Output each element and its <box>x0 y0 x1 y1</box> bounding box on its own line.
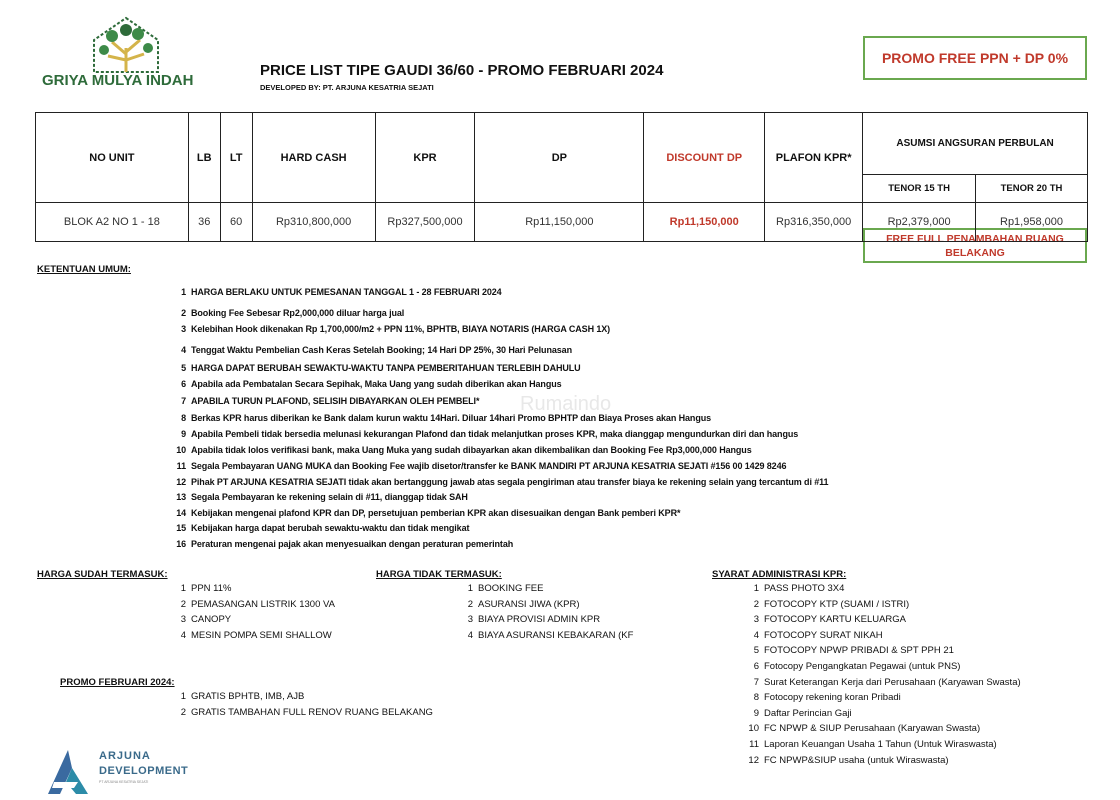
arjuna-logo-line2: DEVELOPMENT <box>99 765 189 777</box>
list-item-text: FOTOCOPY SURAT NIKAH <box>764 629 883 641</box>
header-tenor-20: TENOR 20 TH <box>976 175 1088 203</box>
list-item-text: PPN 11% <box>191 583 232 594</box>
list-item <box>172 599 335 610</box>
cell-lt: 60 <box>220 203 252 242</box>
list-item-number: 2 <box>180 598 186 610</box>
list-item-text: ASURANSI JIWA (KPR) <box>478 598 580 610</box>
list-item <box>745 645 954 656</box>
cell-plafon: Rp316,350,000 <box>765 203 863 242</box>
list-item-text: HARGA BERLAKU UNTUK PEMESANAN TANGGAL 1 - 28 FEBRUARI 2024 <box>191 287 502 297</box>
page-subtitle: DEVELOPED BY: PT. ARJUNA KESATRIA SEJATI <box>260 83 434 92</box>
list-item-number: 5 <box>753 645 759 657</box>
list-item-text: Segala Pembayaran UANG MUKA dan Booking Fee wajib disetor/transfer ke BANK MANDIRI PT ARJUNA KESATRIA SEJATI #156 00 1429 8246 <box>191 461 787 471</box>
list-item-number: 12 <box>748 754 759 766</box>
list-item-number: 2 <box>181 308 186 318</box>
arjuna-logo-icon <box>44 748 92 796</box>
page-title: PRICE LIST TIPE GAUDI 36/60 - PROMO FEBRUARI 2024 <box>260 62 664 79</box>
list-item-text: Apabila Pembeli tidak bersedia melunasi kekurangan Plafond dan tidak melanjutkan proses KPR, maka dianggap mengundurkan diri dan hangus <box>191 429 799 439</box>
list-item-number: 10 <box>176 445 186 455</box>
list-item <box>745 708 852 719</box>
list-item <box>172 308 404 318</box>
list-item <box>745 599 909 610</box>
list-item-text: APABILA TURUN PLAFOND, SELISIH DIBAYARKAN OLEH PEMBELI* <box>191 396 480 406</box>
header-angsuran: ASUMSI ANGSURAN PERBULAN <box>863 113 1088 175</box>
list-item-text: Kebijakan harga dapat berubah sewaktu-waktu dan tidak mengikat <box>191 523 470 533</box>
list-item-text: BIAYA PROVISI ADMIN KPR <box>478 614 601 625</box>
list-item-text: Surat Keterangan Kerja dari Perusahaan (Karyawan Swasta) <box>764 676 1021 688</box>
list-item <box>745 723 980 734</box>
table-row <box>36 203 1088 242</box>
list-item-text: HARGA DAPAT BERUBAH SEWAKTU-WAKTU TANPA PEMBERITAHUAN TERLEBIH DAHULU <box>191 363 581 373</box>
list-item <box>172 707 433 718</box>
list-item-text: Tenggat Waktu Pembelian Cash Keras Setelah Booking; 14 Hari DP 25%, 30 Hari Pelunasan <box>191 345 572 355</box>
promo-badge-2: FREE FULL PENAMBAHAN RUANG BELAKANG <box>863 228 1087 263</box>
list-item-number: 11 <box>176 461 186 471</box>
list-item <box>172 539 513 549</box>
list-item <box>172 287 502 297</box>
list-item-text: BIAYA ASURANSI KEBAKARAN (KF <box>478 629 634 641</box>
list-item <box>745 630 883 641</box>
list-item <box>172 324 610 334</box>
list-item-number: 10 <box>748 723 759 735</box>
list-item-number: 2 <box>753 598 759 610</box>
list-item-text: Apabila tidak lolos verifikasi bank, maka Uang Muka yang sudah dibayarkan akan dikembalikan dan Booking Fee Rp3,000,000 Hangus <box>191 445 752 455</box>
list-item-number: 15 <box>176 523 186 533</box>
list-item-number: 5 <box>181 363 186 373</box>
list-item-number: 4 <box>753 629 759 641</box>
list-item-number: 2 <box>467 598 473 610</box>
header-plafon: PLAFON KPR* <box>765 113 863 203</box>
list-item-number: 3 <box>753 614 759 626</box>
list-item-number: 4 <box>181 345 186 355</box>
list-item-number: 8 <box>753 692 759 704</box>
list-item <box>745 692 901 703</box>
list-item-text: PASS PHOTO 3X4 <box>764 583 845 594</box>
syarat-heading: SYARAT ADMINISTRASI KPR: <box>712 569 847 580</box>
header-no-unit: NO UNIT <box>36 113 189 203</box>
list-item <box>172 445 752 455</box>
cell-kpr: Rp327,500,000 <box>375 203 475 242</box>
promo-badge: PROMO FREE PPN + DP 0% <box>863 36 1087 80</box>
list-item <box>172 492 468 502</box>
list-item-number: 16 <box>176 539 186 549</box>
watermark: Rumaindo <box>520 393 612 415</box>
list-item-number: 2 <box>180 707 186 718</box>
list-item <box>459 599 580 610</box>
list-item-number: 1 <box>467 583 473 594</box>
list-item-text: Apabila ada Pembatalan Secara Sepihak, Maka Uang yang sudah diberikan akan Hangus <box>191 379 562 389</box>
list-item <box>172 630 332 641</box>
list-item <box>172 691 304 702</box>
tree-logo-icon <box>88 14 164 76</box>
list-item-text: Berkas KPR harus diberikan ke Bank dalam kurun waktu 14Hari. Diluar 14hari Promo BPHTP dan Biaya Proses akan Hangus <box>191 413 712 423</box>
list-item-number: 8 <box>181 413 186 423</box>
list-item-number: 1 <box>181 287 186 297</box>
list-item-text: Kebijakan mengenai plafond KPR dan DP, persetujuan pemberian KPR akan disesuaikan dengan Bank pemberi KPR* <box>191 508 681 518</box>
header-discount-dp: DISCOUNT DP <box>644 113 765 203</box>
list-item <box>745 614 906 625</box>
list-item <box>172 396 479 406</box>
list-item-number: 7 <box>181 396 186 406</box>
list-item-text: CANOPY <box>191 614 232 625</box>
list-item-text: GRATIS BPHTB, IMB, AJB <box>191 691 305 702</box>
tidak-termasuk-heading: HARGA TIDAK TERMASUK: <box>376 569 502 580</box>
list-item-text: FOTOCOPY KARTU KELUARGA <box>764 614 907 626</box>
termasuk-heading: HARGA SUDAH TERMASUK: <box>37 569 168 580</box>
list-item <box>745 677 1021 688</box>
list-item-number: 9 <box>181 429 186 439</box>
list-item <box>172 363 581 373</box>
list-item-number: 7 <box>753 676 759 688</box>
list-item-number: 11 <box>749 739 759 750</box>
list-item <box>745 583 844 594</box>
list-item-number: 12 <box>176 477 186 487</box>
cell-discount-dp: Rp11,150,000 <box>644 203 765 242</box>
list-item-number: 4 <box>180 629 186 641</box>
header-lt: LT <box>220 113 252 203</box>
list-item-number: 3 <box>181 324 186 334</box>
list-item-text: Segala Pembayaran ke rekening selain di #11, dianggap tidak SAH <box>191 492 468 502</box>
header-lb: LB <box>188 113 220 203</box>
list-item-text: GRATIS TAMBAHAN FULL RENOV RUANG BELAKANG <box>191 707 433 718</box>
cell-tenor-20: Rp1,958,000 <box>976 203 1088 242</box>
list-item <box>172 429 798 439</box>
cell-dp: Rp11,150,000 <box>475 203 644 242</box>
list-item <box>459 583 543 594</box>
list-item-number: 9 <box>753 707 759 719</box>
list-item <box>172 523 469 533</box>
list-item-number: 4 <box>467 629 473 641</box>
list-item <box>172 345 572 355</box>
arjuna-logo-line1: ARJUNA <box>99 750 151 762</box>
list-item-number: 3 <box>180 614 186 625</box>
cell-hard-cash: Rp310,800,000 <box>252 203 375 242</box>
list-item-number: 1 <box>753 583 759 594</box>
list-item <box>745 755 949 766</box>
list-item <box>172 379 562 389</box>
cell-tenor-15: Rp2,379,000 <box>863 203 976 242</box>
logo-text: GRIYA MULYA INDAH <box>42 72 194 89</box>
list-item-text: FC NPWP&SIUP usaha (untuk Wiraswasta) <box>764 754 949 766</box>
list-item-number: 6 <box>181 379 186 389</box>
list-item-number: 1 <box>180 691 186 702</box>
list-item-text: Fotocopy Pengangkatan Pegawai (untuk PNS) <box>764 661 961 672</box>
list-item <box>459 614 600 625</box>
list-item-text: PEMASANGAN LISTRIK 1300 VA <box>191 598 335 610</box>
list-item-text: FOTOCOPY NPWP PRIBADI & SPT PPH 21 <box>764 645 954 657</box>
arjuna-logo-tagline: PT ARJUNA KESATRIA SEJATI <box>99 780 149 784</box>
header-kpr: KPR <box>375 113 475 203</box>
list-item-text: BOOKING FEE <box>478 583 544 594</box>
header-tenor-15: TENOR 15 TH <box>863 175 976 203</box>
list-item-text: Kelebihan Hook dikenakan Rp 1,700,000/m2 + PPN 11%, BPHTB, BIAYA NOTARIS (HARGA CASH 1X) <box>191 324 611 334</box>
list-item <box>172 477 828 487</box>
list-item-number: 3 <box>467 614 473 625</box>
list-item-number: 14 <box>176 508 186 518</box>
price-table <box>35 112 1088 242</box>
list-item <box>172 461 786 471</box>
list-item-text: FC NPWP & SIUP Perusahaan (Karyawan Swasta) <box>764 723 981 735</box>
list-item-number: 1 <box>180 583 186 594</box>
ketentuan-heading: KETENTUAN UMUM: <box>37 264 131 275</box>
list-item-text: Pihak PT ARJUNA KESATRIA SEJATI tidak akan bertanggung jawab atas segala pengiriman atau transfer biaya ke rekening selain yang tercantum di #11 <box>191 477 829 487</box>
list-item-text: Peraturan mengenai pajak akan menyesuaikan dengan peraturan pemerintah <box>191 539 514 549</box>
list-item-text: Fotocopy rekening koran Pribadi <box>764 692 901 704</box>
list-item-text: Laporan Keuangan Usaha 1 Tahun (Untuk Wiraswasta) <box>764 739 997 750</box>
header-dp: DP <box>475 113 644 203</box>
promo-heading: PROMO FEBRUARI 2024: <box>60 677 175 688</box>
list-item <box>172 508 680 518</box>
list-item <box>745 739 997 750</box>
cell-lb: 36 <box>188 203 220 242</box>
list-item-text: Daftar Perincian Gaji <box>764 707 852 719</box>
list-item-number: 13 <box>176 492 186 502</box>
list-item <box>172 614 231 625</box>
list-item <box>459 630 633 641</box>
list-item-text: MESIN POMPA SEMI SHALLOW <box>191 629 332 641</box>
header-hard-cash: HARD CASH <box>252 113 375 203</box>
list-item <box>172 413 711 423</box>
list-item-text: Booking Fee Sebesar Rp2,000,000 diluar harga jual <box>191 308 405 318</box>
list-item <box>172 583 231 594</box>
list-item-number: 6 <box>753 661 759 672</box>
list-item-text: FOTOCOPY KTP (SUAMI / ISTRI) <box>764 598 910 610</box>
cell-no-unit: BLOK A2 NO 1 - 18 <box>36 203 189 242</box>
list-item <box>745 661 960 672</box>
